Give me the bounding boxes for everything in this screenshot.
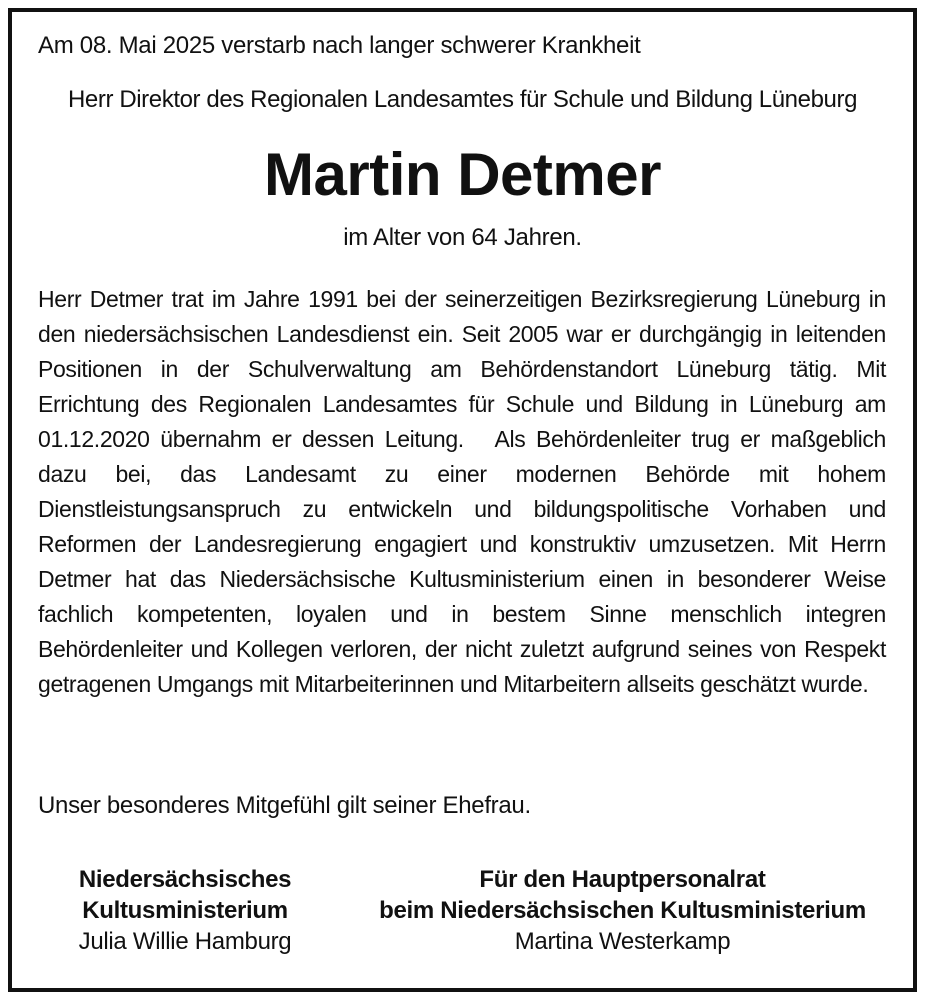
deceased-role: Herr Direktor des Regionalen Landesamtes für Schule und Bildung Lüneburg: [67, 86, 858, 113]
signature-council-person: Martina Westerkamp: [514, 928, 731, 955]
signature-council-org-line2: beim Niedersächsischen Kultusministerium: [379, 897, 866, 924]
signature-ministry-org-line1: Niedersächsisches: [78, 866, 292, 893]
signature-staff-council: [340, 864, 905, 957]
deceased-age: im Alter von 64 Jahren.: [343, 224, 582, 251]
obituary-body: Herr Detmer trat im Jahre 1991 bei der seinerzeitigen Bezirksregierung Lüneburg in den niedersächsischen Landesdienst ein. Seit 2005 war er durchgängig in leitenden Positionen in der Schulverwaltung am Behördenstandort Lüneburg tätig. Mit Errichtung des Regionalen Landesamtes für Schule und Bildung in Lüneburg am 01.12.2020 übernahm er dessen Leitung. Als Behördenleiter trug er maßgeblich dazu bei, das Landesamt zu einer modernen Behörde mit hohem Dienstleistungsanspruch zu entwickeln und bildungspolitische Vorhaben und Reformen der Landesregierung engagiert und konstruktiv umzusetzen. Mit Herrn Detmer hat das Niedersächsische Kultusministerium einen in besonderer Weise fachlich kompetenten, loyalen und in bestem Sinne menschlich integren Behördenleiter und Kollegen verloren, der nicht zuletzt aufgrund seines von Respekt getragenen Umgangs mit Mitarbeiterinnen und Mitarbeitern allseits geschätzt wurde.: [38, 286, 886, 697]
signature-ministry: [20, 864, 350, 957]
deceased-name: Martin Detmer: [264, 141, 661, 208]
condolence-line: Unser besonderes Mitgefühl gilt seiner Ehefrau.: [38, 792, 531, 819]
signature-ministry-org-line2: Kultusministerium: [82, 897, 288, 924]
intro-line: Am 08. Mai 2025 verstarb nach langer schwerer Krankheit: [38, 32, 641, 59]
signature-ministry-person: Julia Willie Hamburg: [78, 928, 292, 955]
signature-council-org-line1: Für den Hauptpersonalrat: [479, 866, 766, 893]
